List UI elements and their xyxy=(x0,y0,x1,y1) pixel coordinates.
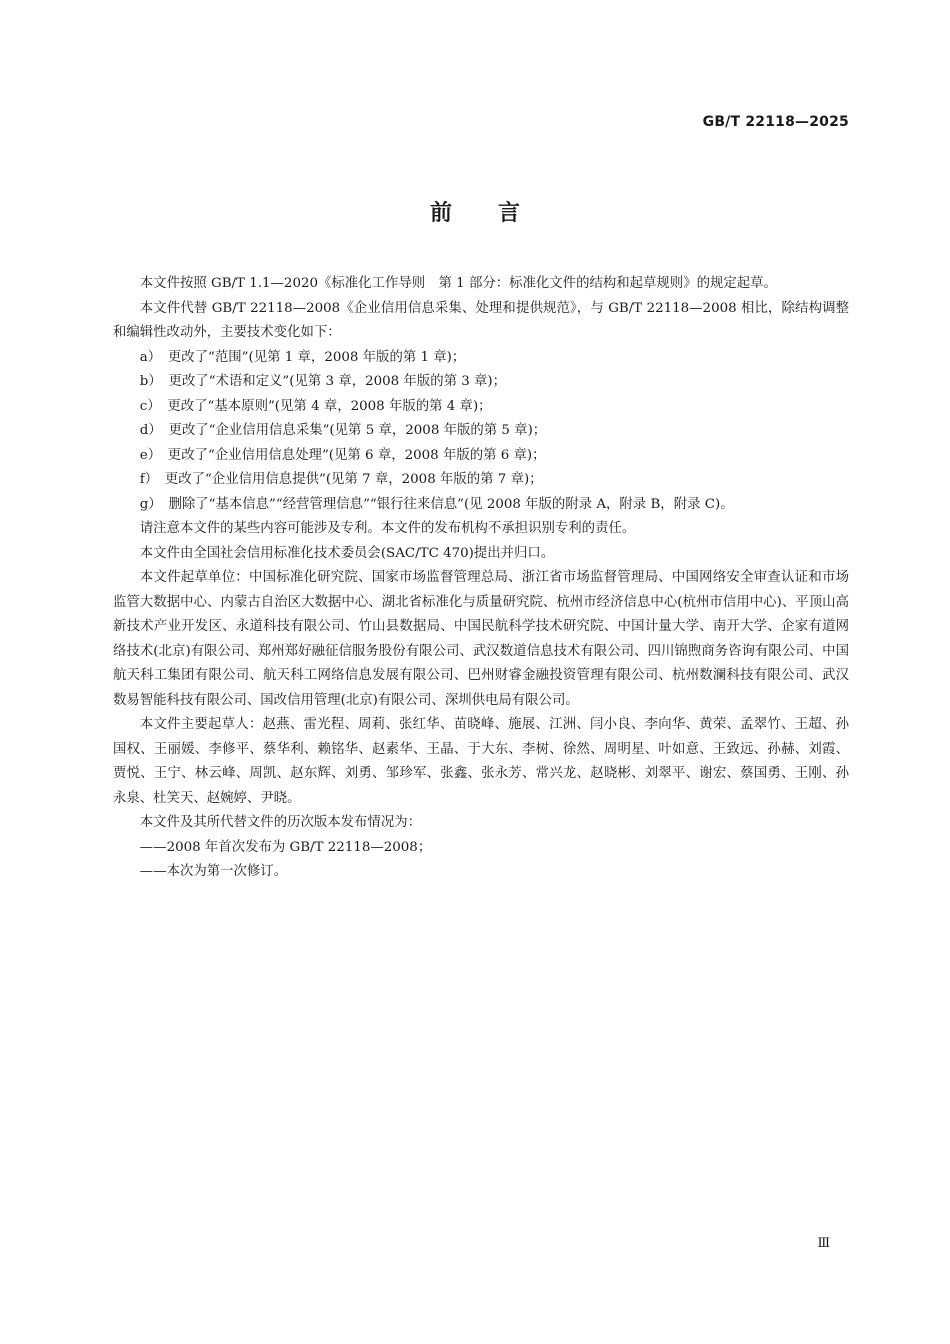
change-item-g: g） 删除了“基本信息”“经营管理信息”“银行往来信息”(见 2008 年版的附录 A，附录 B，附录 C)。 xyxy=(139,496,734,512)
replacement-paragraph: 本文件代替 GB/T 22118—2008《企业信用信息采集、处理和提供规范》，与 GB/T 22118—2008 相比，除结构调整和编辑性改动外，主要技术变化如下： xyxy=(113,300,849,340)
change-item-e: e） 更改了“企业信用信息处理”(见第 6 章，2008 年版的第 6 章)； xyxy=(139,447,546,463)
page-number: Ⅲ xyxy=(817,1236,830,1251)
history-item-2008: ——2008 年首次发布为 GB/T 22118—2008； xyxy=(139,839,432,855)
drafters-paragraph: 本文件主要起草人：赵燕、雷光程、周莉、张红华、苗晓峰、施展、江洲、闫小良、李向华、黄荣、孟翠竹、王超、孙国权、王丽媛、李修平、蔡华利、赖铭华、赵素华、王晶、于大东、李树、徐然、周明星、叶如意、王致远、孙赫、刘霞、贾悦、王宁、林云峰、周凯、赵东辉、刘勇、邹珍军、张鑫、张永芳、常兴龙、赵晓彬、刘翠平、谢宏、蔡国勇、王刚、孙永泉、杜笑天、赵婉婷、尹晓。 xyxy=(113,717,849,806)
change-item-a: a） 更改了“范围”(见第 1 章，2008 年版的第 1 章)； xyxy=(139,349,466,365)
patent-notice: 请注意本文件的某些内容可能涉及专利。本文件的发布机构不承担识别专利的责任。 xyxy=(139,521,636,536)
version-history-intro: 本文件及其所代替文件的历次版本发布情况为： xyxy=(139,815,421,830)
change-item-c: c） 更改了“基本原则”(见第 4 章，2008 年版的第 4 章)； xyxy=(139,398,492,414)
change-item-d: d） 更改了“企业信用信息采集”(见第 5 章，2008 年版的第 5 章)； xyxy=(139,423,547,438)
change-item-f: f） 更改了“企业信用信息提供”(见第 7 章，2008 年版的第 7 章)； xyxy=(139,472,543,487)
drafting-units-paragraph: 本文件起草单位：中国标准化研究院、国家市场监督管理总局、浙江省市场监督管理局、中国网络安全审查认证和市场监管大数据中心、内蒙古自治区大数据中心、湖北省标准化与质量研究院、杭州市经济信息中心(杭州市信用中心)、平顶山高新技术产业开发区、永道科技有限公司、竹山县数据局、中国民航科学技术研究院、中国计量大学、南开大学、企家有道网络技术(北京)有限公司、郑州郑好融征信服务股份有限公司、武汉数道信息技术有限公司、四川锦煦商务咨询有限公司、中国航天科工集团有限公司、航天科工网络信息发展有限公司、巴州财睿金融投资管理有限公司、杭州数澜科技有限公司、武汉数易智能科技有限公司、国改信用管理(北京)有限公司、深圳供电局有限公司。 xyxy=(113,570,849,708)
proposer-paragraph: 本文件由全国社会信用标准化技术委员会(SAC/TC 470)提出并归口。 xyxy=(139,545,555,561)
change-item-b: b） 更改了“术语和定义”(见第 3 章，2008 年版的第 3 章)； xyxy=(139,374,507,389)
standard-code: GB/T 22118—2025 xyxy=(702,114,849,130)
history-item-current: ——本次为第一次修订。 xyxy=(139,864,288,879)
document-body xyxy=(113,272,849,885)
drafting-rules-paragraph: 本文件按照 GB/T 1.1—2020《标准化工作导则 第 1 部分：标准化文件的结构和起草规则》的规定起草。 xyxy=(139,276,777,291)
page-title: 前言 xyxy=(429,201,566,226)
